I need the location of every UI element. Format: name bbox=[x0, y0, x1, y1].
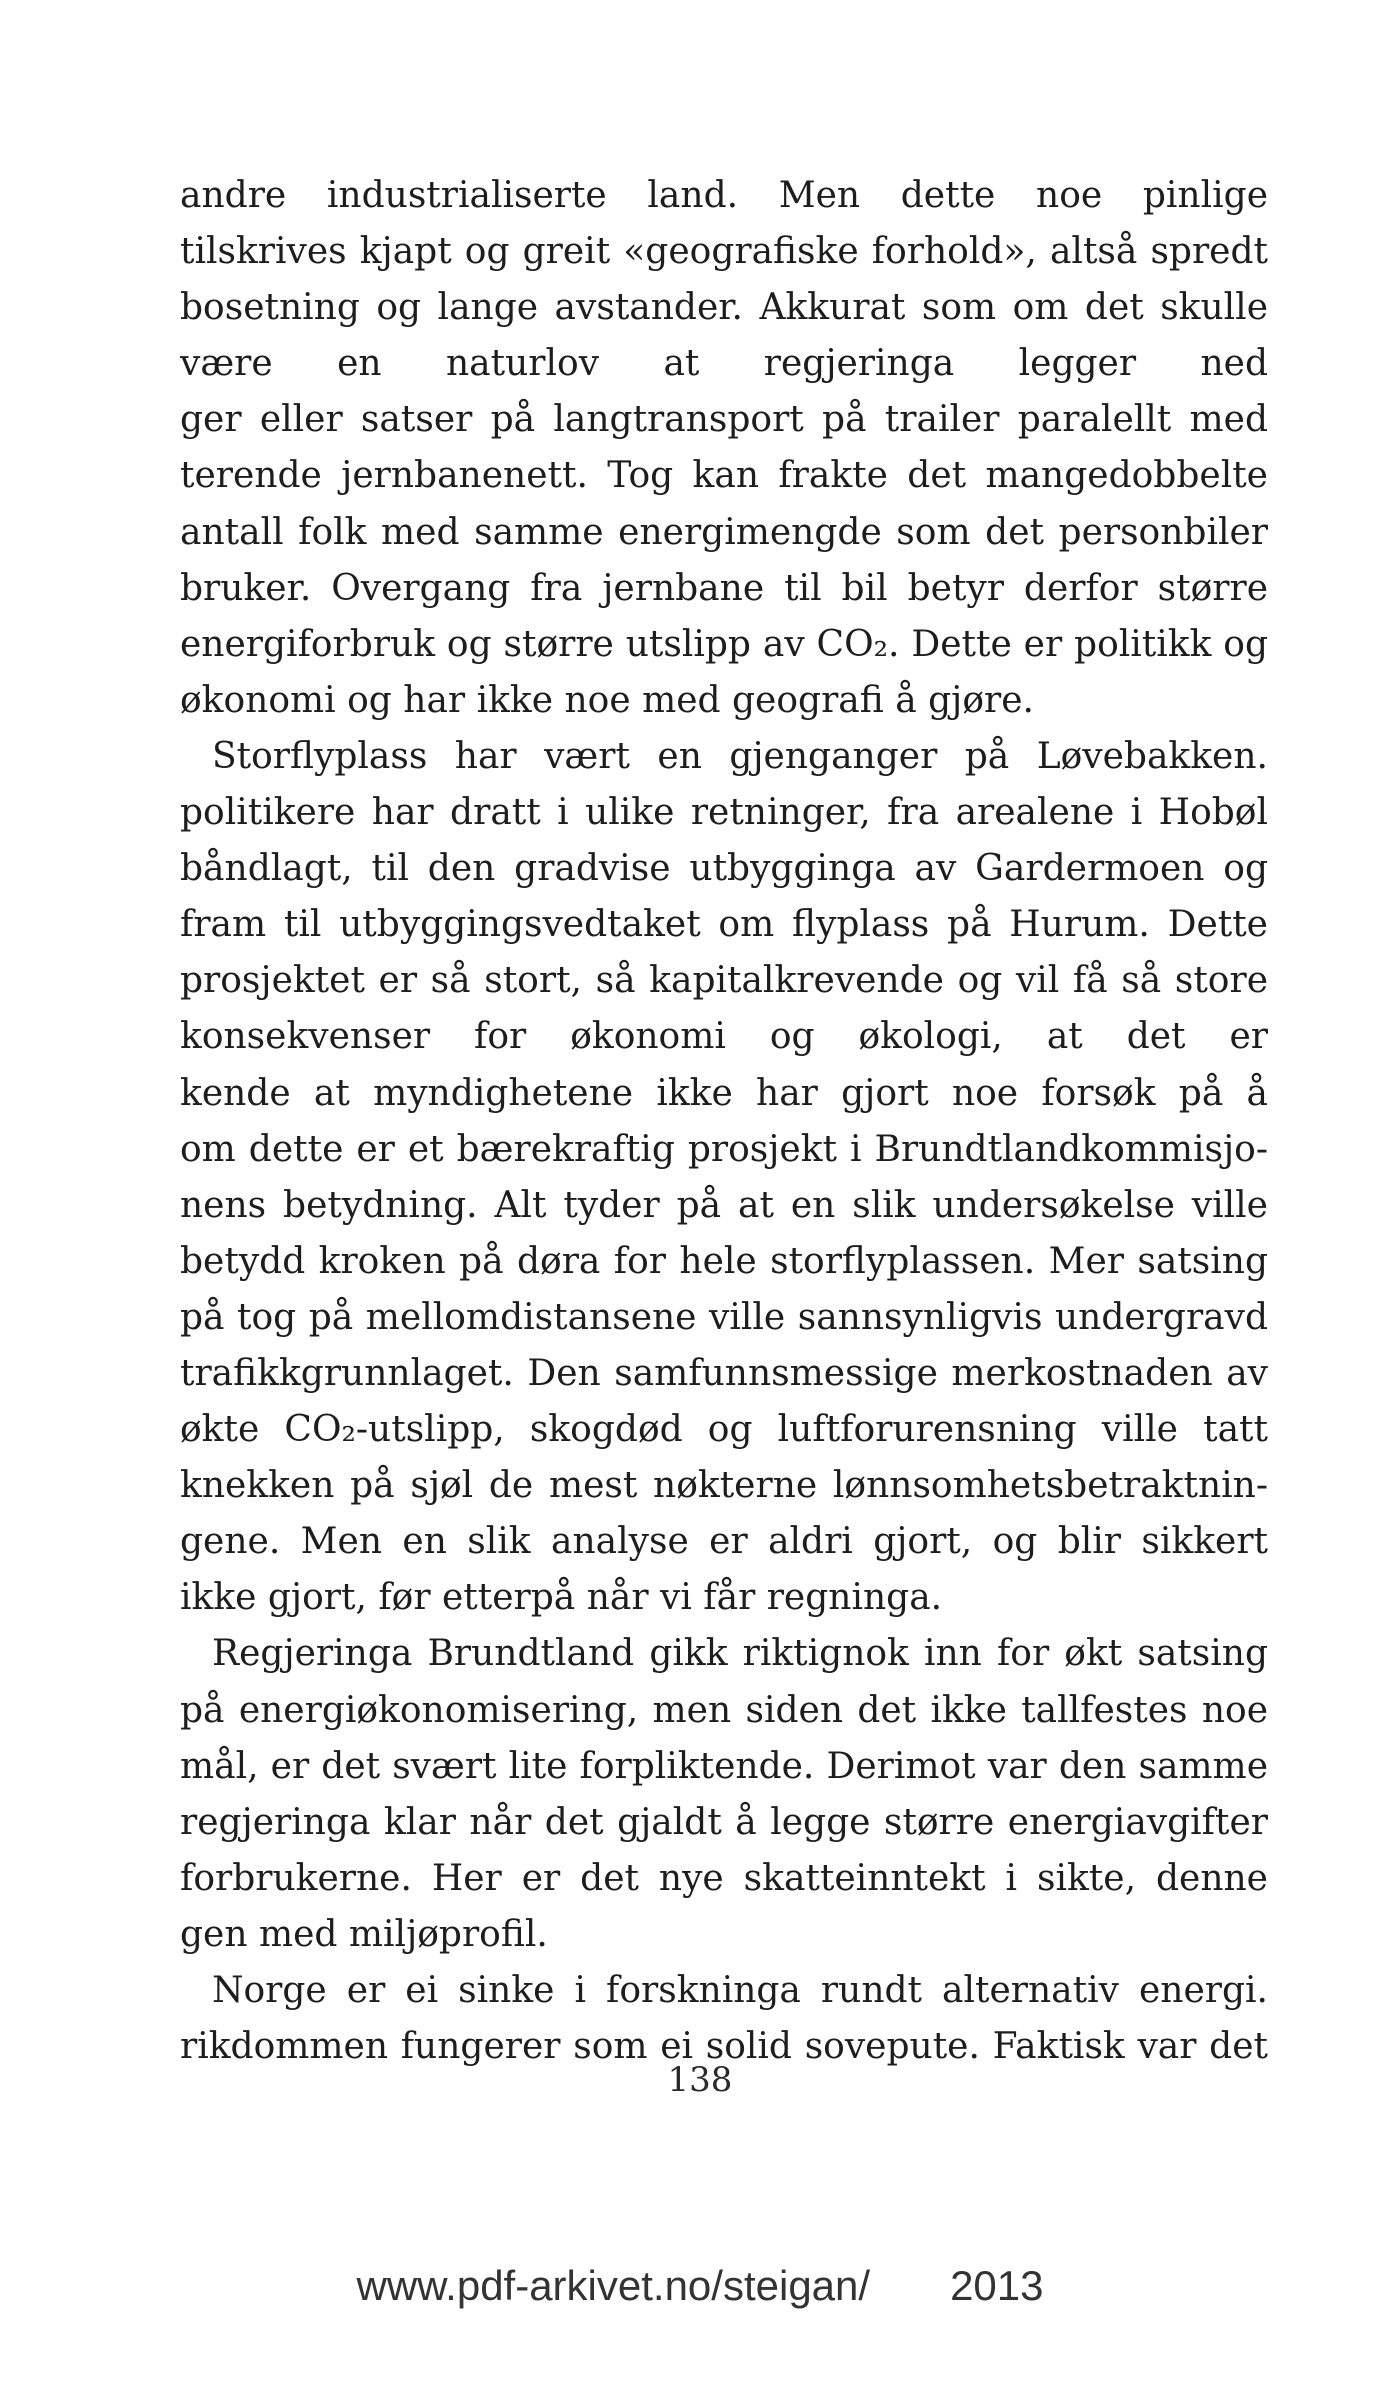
text-line: gen med miljøprofil. bbox=[180, 1913, 548, 1955]
page-number: 138 bbox=[667, 2060, 733, 2100]
text-line: energiforbruk og større utslipp av CO₂. Dette er politikk og bbox=[180, 623, 1268, 665]
text-line: rikdommen fungerer som ei solid sovepute. Faktisk var det bbox=[180, 2026, 1268, 2068]
footer-url: www.pdf-arkivet.no/steigan/ bbox=[356, 2262, 871, 2309]
text-line: ikke gjort, før etterpå når vi får regninga. bbox=[180, 1577, 943, 1619]
footer-year: 2013 bbox=[950, 2262, 1044, 2309]
text-line: forbrukerne. Her er det nye skatteinntekt i sikte, denne bbox=[180, 1857, 1268, 1899]
text-line: antall folk med samme energimengde som det personbiler bbox=[180, 511, 1268, 553]
text-line: på tog på mellomdistansene ville sannsynligvis undergravd bbox=[180, 1296, 1268, 1338]
text-line: på energiøkonomisering, men siden det ikke tallfestes noe bbox=[180, 1689, 1268, 1731]
text-line: gene. Men en slik analyse er aldri gjort, og blir sikkert bbox=[180, 1521, 1268, 1563]
text-line: regjeringa klar når det gjaldt å legge større energiavgifter bbox=[180, 1801, 1268, 1843]
text-line: økte CO₂-utslipp, skogdød og luftforurensning ville tatt bbox=[180, 1409, 1268, 1451]
text-line: terende jernbanenett. Tog kan frakte det mangedobbelte bbox=[180, 455, 1268, 497]
text-line: prosjektet er så stort, så kapitalkrevende og vil få så store bbox=[180, 960, 1268, 1002]
text-line: andre industrialiserte land. Men dette noe pinlige bbox=[180, 175, 1268, 216]
footer-watermark bbox=[0, 2262, 1400, 2310]
text-line: ger eller satser på langtransport på trailer paralellt med bbox=[180, 399, 1268, 441]
text-line: konsekvenser for økonomi og økologi, at det er bbox=[180, 1016, 1268, 1058]
text-line: tilskrives kjapt og greit «geografiske forhold», altså spredt bbox=[180, 231, 1268, 273]
text-line: Regjeringa Brundtland gikk riktignok inn for økt satsing bbox=[212, 1633, 1268, 1675]
text-line: fram til utbyggingsvedtaket om flyplass på Hurum. Dette bbox=[180, 904, 1268, 946]
text-line: Storflyplass har vært en gjenganger på Løvebakken. bbox=[212, 735, 1268, 777]
text-line: om dette er et bærekraftig prosjekt i Brundtlandkommisjo- bbox=[180, 1128, 1268, 1170]
body-text bbox=[180, 168, 1268, 2075]
text-line: kende at myndighetene ikke har gjort noe forsøk på å bbox=[180, 1072, 1268, 1114]
text-line: knekken på sjøl de mest nøkterne lønnsomhetsbetraktnin- bbox=[180, 1465, 1268, 1507]
text-line: betydd kroken på døra for hele storflyplassen. Mer satsing bbox=[180, 1240, 1268, 1282]
text-line: økonomi og har ikke noe med geografi å gjøre. bbox=[180, 679, 1034, 721]
text-line: båndlagt, til den gradvise utbygginga av Gardermoen og bbox=[180, 848, 1268, 890]
text-line: trafikkgrunnlaget. Den samfunnsmessige merkostnaden av bbox=[180, 1352, 1268, 1394]
text-line: mål, er det svært lite forpliktende. Derimot var den samme bbox=[180, 1745, 1268, 1787]
text-line: bosetning og lange avstander. Akkurat som om det skulle bbox=[180, 287, 1268, 329]
text-line: politikere har dratt i ulike retninger, fra arealene i Hobøl bbox=[180, 792, 1268, 834]
text-line: nens betydning. Alt tyder på at en slik undersøkelse ville bbox=[180, 1184, 1268, 1226]
text-line: Norge er ei sinke i forskninga rundt alternativ energi. bbox=[212, 1970, 1268, 2011]
text-line: være en naturlov at regjeringa legger ned bbox=[180, 343, 1268, 385]
text-line: bruker. Overgang fra jernbane til bil betyr derfor større bbox=[180, 567, 1268, 609]
